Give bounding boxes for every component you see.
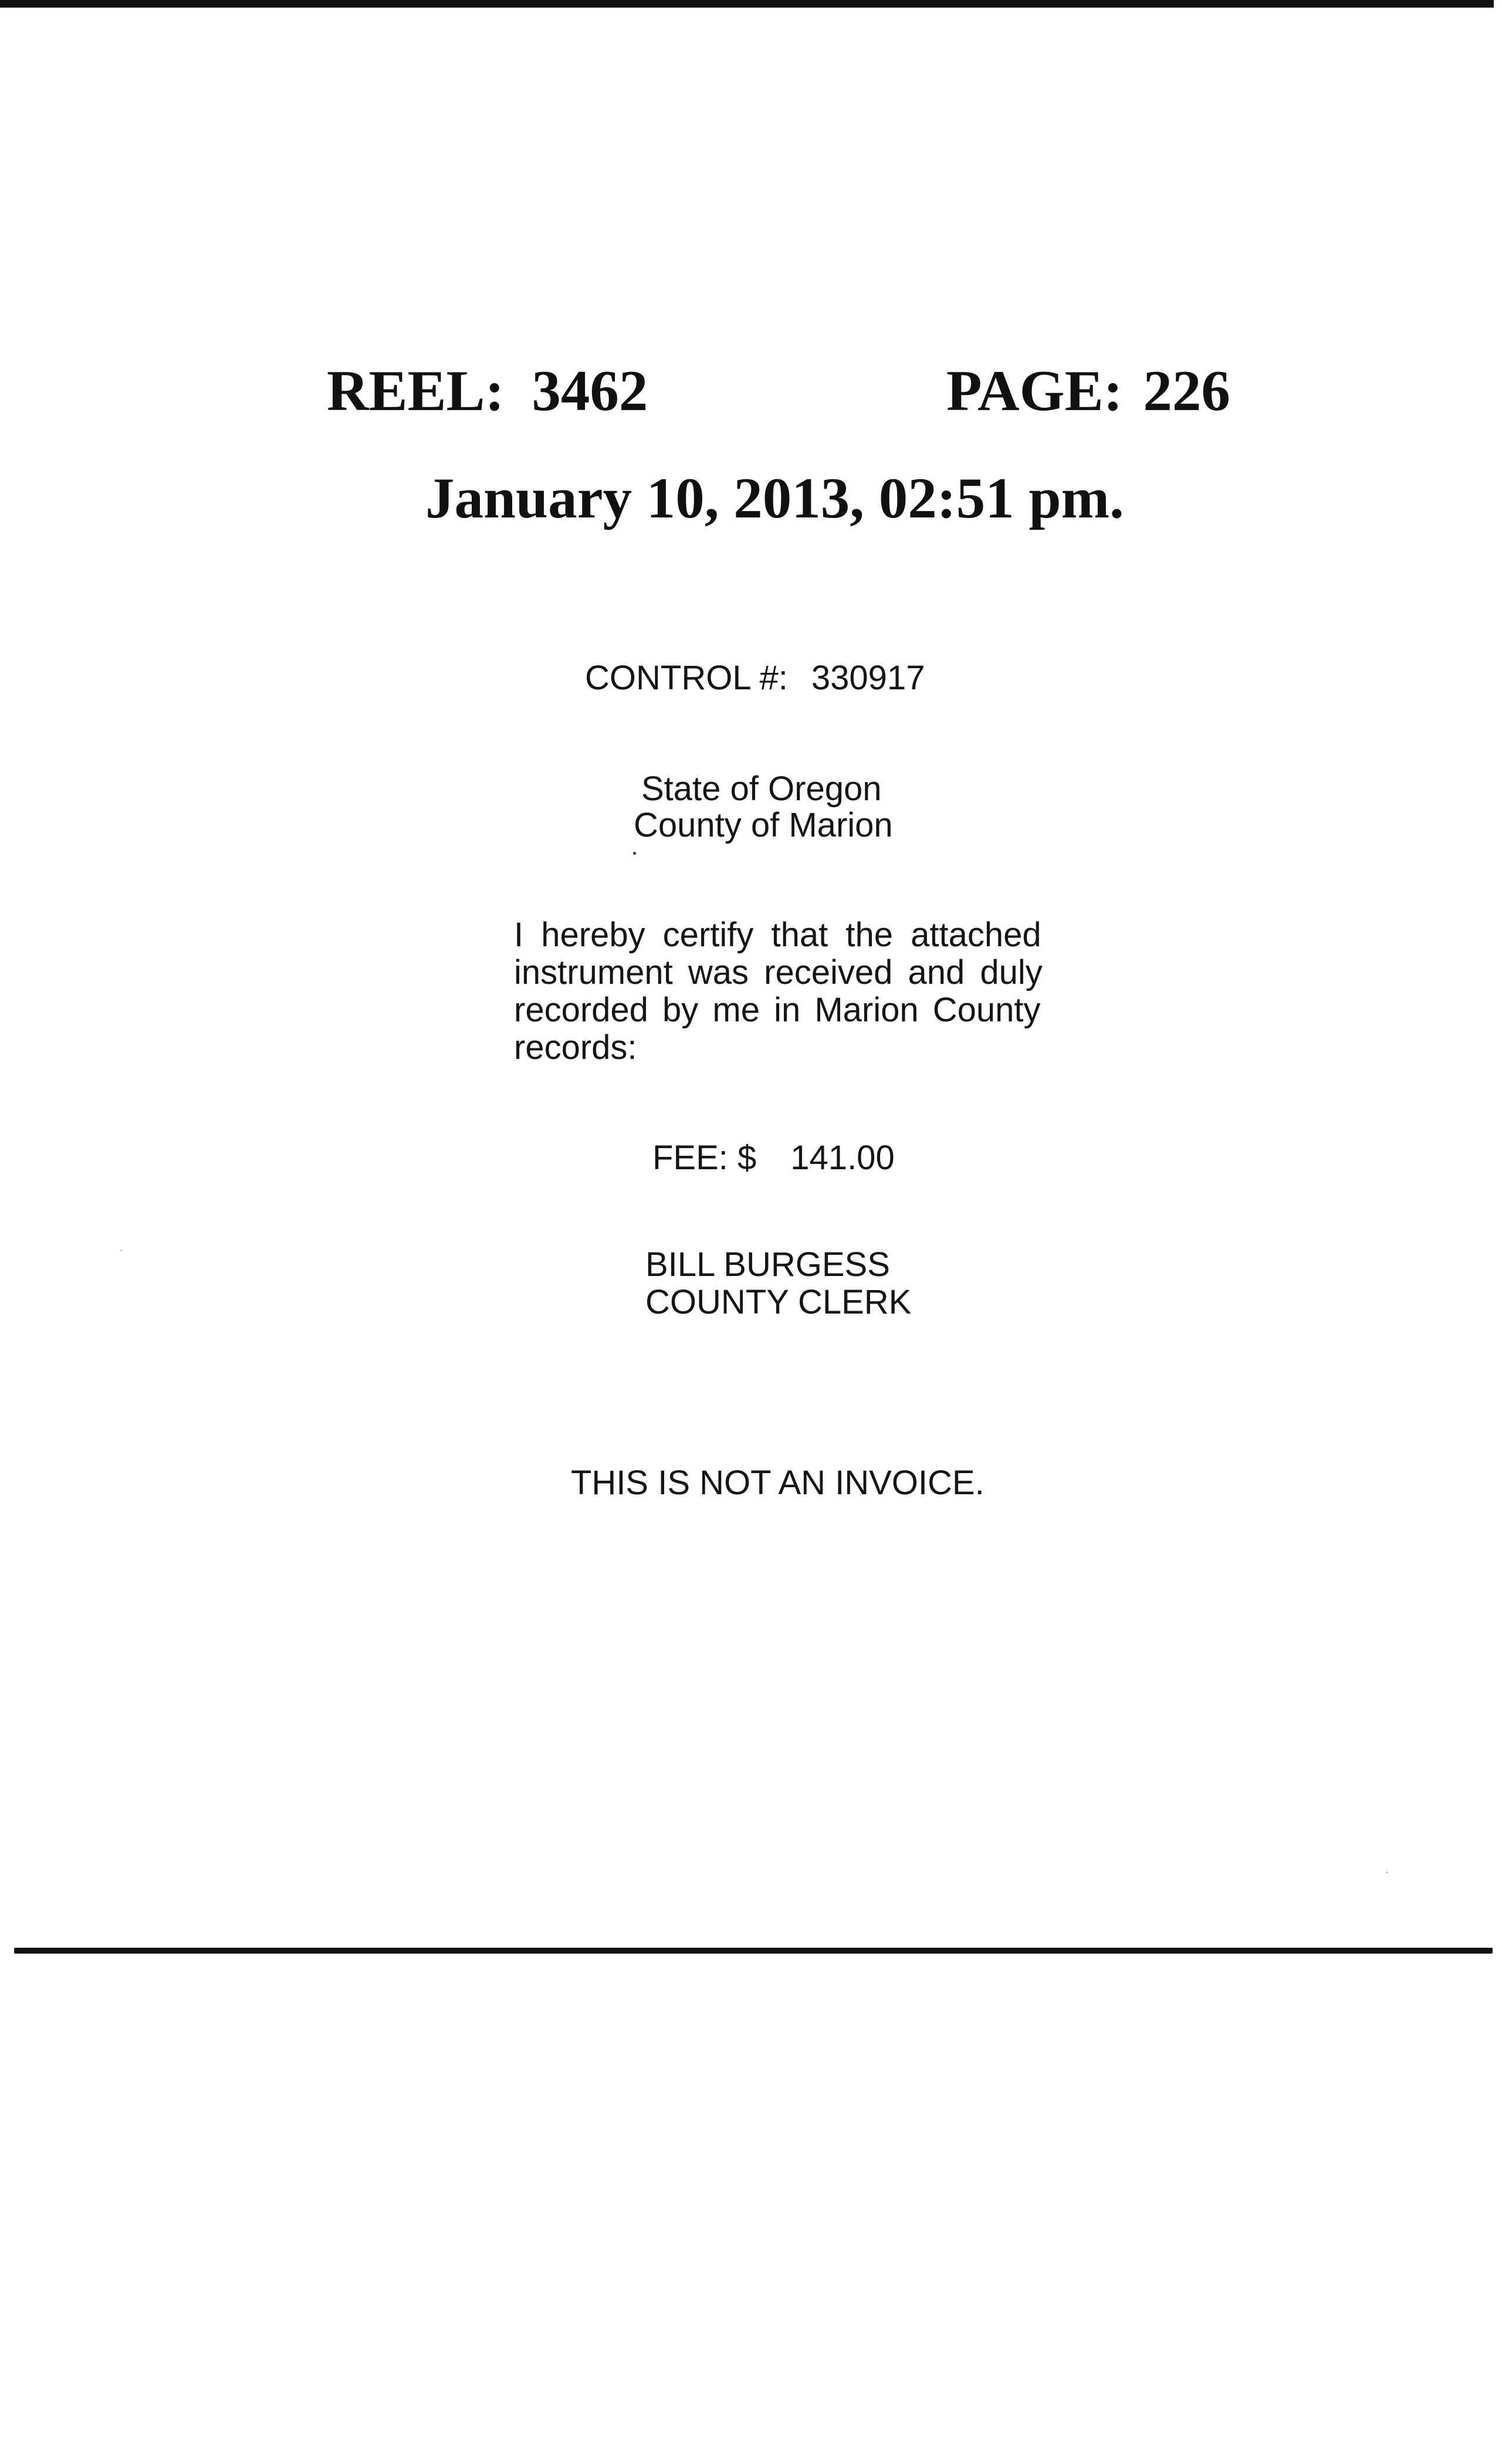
reel-number: 3462	[532, 359, 648, 423]
page-line	[946, 359, 1230, 423]
fee-label: FEE: $	[652, 1139, 757, 1177]
fee-line	[652, 1139, 895, 1177]
bottom-border-rule	[14, 1948, 1493, 1954]
scan-speck	[1386, 1871, 1388, 1873]
certification-line-2: instrument was received and duly	[514, 953, 1043, 991]
certification-line-1: I hereby certify that the attached	[514, 916, 1041, 954]
certification-line-3: recorded by me in Marion County	[514, 991, 1041, 1029]
control-number: 330917	[811, 659, 925, 697]
scan-speck	[120, 1250, 122, 1251]
page-label: PAGE:	[946, 359, 1123, 423]
state-name: State of Oregon	[641, 770, 882, 808]
control-label: CONTROL #:	[585, 659, 788, 697]
clerk-title: COUNTY CLERK	[645, 1283, 912, 1321]
recorded-datetime: January 10, 2013, 02:51 pm.	[425, 466, 1124, 530]
stray-dot-mark	[633, 852, 636, 855]
clerk-name: BILL BURGESS	[645, 1245, 890, 1284]
certification-statement	[514, 916, 1042, 1067]
control-line	[585, 659, 925, 697]
reel-label: REEL:	[327, 359, 505, 423]
fee-amount: 141.00	[790, 1139, 895, 1177]
not-invoice-notice: THIS IS NOT AN INVOICE.	[571, 1464, 985, 1502]
certification-line-4: records:	[514, 1028, 637, 1067]
reel-line	[327, 359, 648, 423]
county-name: County of Marion	[634, 806, 893, 844]
page-number: 226	[1143, 359, 1230, 423]
top-border-rule	[0, 0, 1494, 8]
